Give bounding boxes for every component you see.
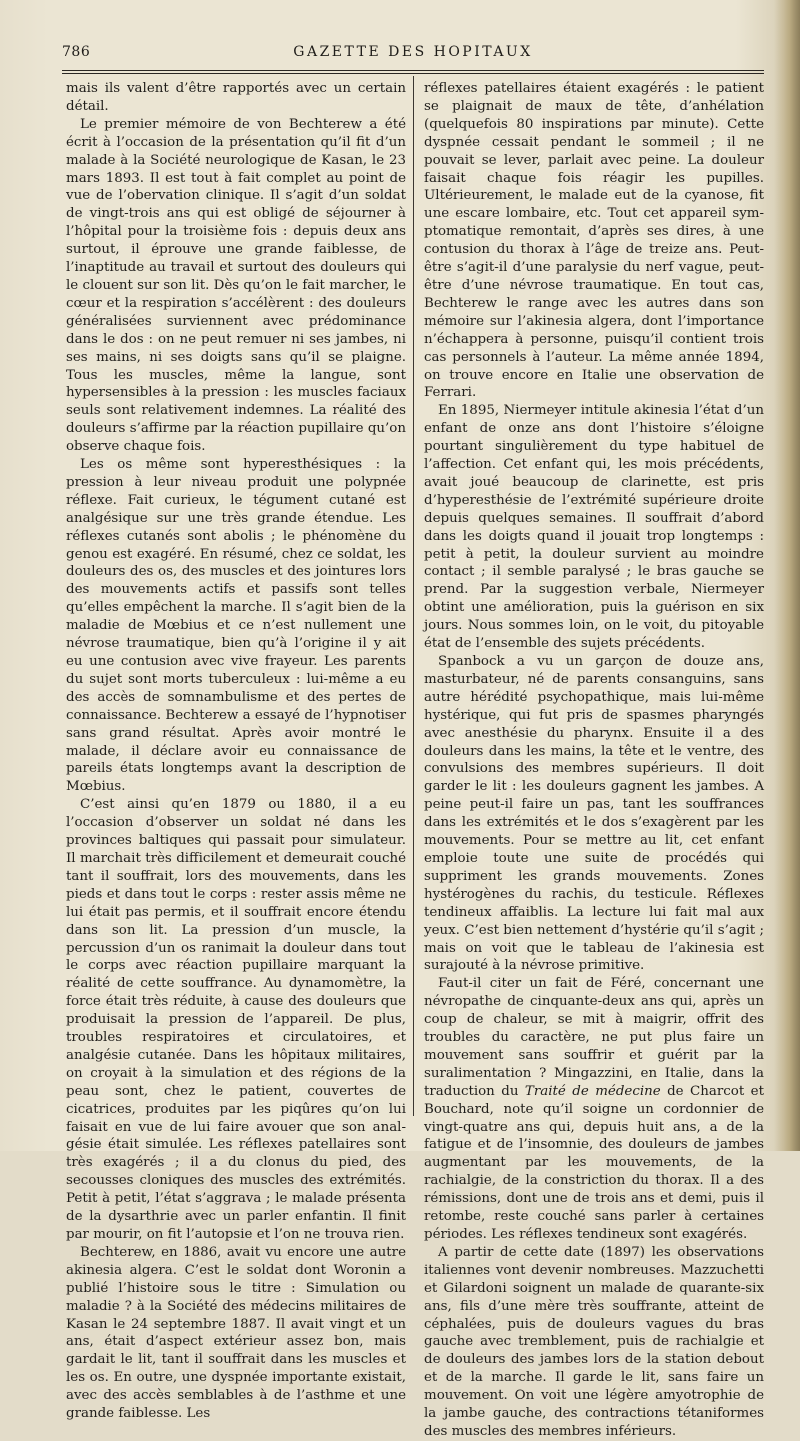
- paragraph: A partir de cette date (1897) les observations italiennes vont devenir nombreuses. Mazzuchetti et Gilardoni soignent un malade de quarante-six ans, fils d’une mère très souffrante, atteint de céphalées, puis de douleurs vagues du bras gauche avec tremblement, puis de rachialgie et de douleurs des jambes lors de la station debout et de la marche. Il garde le lit, sans faire un mouvement. On voit une légère amyotrophie de la jambe gauche, des contractions tétaniformes des muscles des membres inférieurs.: [424, 1244, 764, 1439]
- left-column: [66, 80, 406, 1423]
- paragraph-text: Faut-il citer un fait de Féré, concernant une névropathe de cinquante-deux ans qui, après un coup de chaleur, se mit à maigrir, offrit des troubles du caractère, ne put plus faire un mouvement sans souffrir et guérit par la suralimentation ? Mingazzini, en Italie, dans la traduction du: [424, 976, 764, 1099]
- paragraph: Spanbock a vu un garçon de douze ans, masturbateur, né de parents consanguins, sans autre hérédité psychopathique, mais lui-même hystérique, qui fut pris de spasmes pharyngés avec anesthésie du pharynx. Ensuite il a des douleurs dans les mains, la tête et le ventre, des convulsions des membres supérieurs. Il doit garder le lit : les douleurs gagnent les jambes. A peine peut-il faire un pas, tant les souffrances dans les extrémités et le dos s’exagèrent par les mouvements. Pour se mettre au lit, cet enfant emploie toute une suite de procédés qui suppriment les grands mouvements. Zones hystérogènes du rachis, du testicule. Réflexes tendineux affaiblis. La lecture lui fait mal aux yeux. C’est bien nettement d’hystérie qu’il s’agit ; mais on voit que le tableau de l’akinesia est surajouté à la névrose primitive.: [424, 654, 764, 974]
- running-header: [62, 40, 764, 62]
- page-edge-stain: [774, 0, 800, 1151]
- paragraph: réflexes patellaires étaient exagérés : le patient se plaignait de maux de tête, d’anhélation (quelquefois 80 inspirations par minute). Cette dyspnée cessait pendant le sommeil ; il ne pouvait se lever, parlait avec peine. La douleur faisait chaque fois réagir les pupilles. Ultérieurement, le malade eut de la cyanose, fit une escare lombaire, etc. Tout cet appareil symptomatique remontait, d’après ses dires, à une contusion du thorax à l’âge de treize ans. Peut-être s’agit-il d’une paralysie du nerf vague, peut-être d’une névrose traumatique. En tout cas, Bechterew le range avec les autres dans son mémoire sur l’akinesia algera, dont l’importance n’échappera à personne, puisqu’il contient trois cas personnels à l’auteur. La même année 1894, on trouve encore en Italie une observation de Ferrari.: [424, 81, 764, 401]
- running-title: GAZETTE DES HOPITAUX: [293, 44, 533, 60]
- column-divider: [413, 76, 414, 1116]
- paragraph: C’est ainsi qu’en 1879 ou 1880, il a eu l’occasion d’observer un soldat né dans les provinces baltiques qui passait pour simulateur. Il marchait très difficilement et demeurait couché tant il souffrait, lors des mouvements, dans les pieds et dans tout le corps : rester assis même ne lui était pas permis, et il souffrait encore étendu dans son lit. La pression d’un muscle, la percussion d’un os ranimait la douleur dans tout le corps avec réaction pupillaire marquant la réalité de cette souffrance. Au dynamomètre, la force était très réduite, à cause des douleurs que produisait la pression de l’appareil. De plus, troubles respiratoires et circulatoires, et analgésie cutanée. Dans les hôpitaux militaires, on croyait à la simulation et des régions de la peau sont, chez le patient, couvertes de cicatrices, produites par les piqûres qu’on lui faisait en vue de lui faire avouer que son analgésie était simulée. Les réflexes patellaires sont très exagérés ; il a du clonus du pied, des secousses cloniques des muscles des extrémités. Petit à petit, l’état s’aggrava ; le malade présenta de la dysarthrie avec un parler enfantin. Il finit par mourir, on fit l’autopsie et l’on ne trouva rien.: [66, 797, 406, 1242]
- paragraph: En 1895, Niermeyer intitule akinesia l’état d’un enfant de onze ans dont l’histoire s’éloigne pourtant singulièrement du type habituel de l’affection. Cet enfant qui, les mois précédents, avait joué beaucoup de clarinette, est pris d’hyperesthésie de l’extrémité supérieure droite depuis quelques semaines. Il souffrait d’abord dans les doigts quand il jouait trop longtemps : petit à petit, la douleur survient au moindre contact ; il semble paralysé ; le bras gauche se prend. Par la suggestion verbale, Niermeyer obtint une amélioration, puis la guérison en six jours. Nous sommes loin, on le voit, du pitoyable état de l’ensemble des sujets précédents.: [424, 403, 764, 652]
- paragraph: Bechterew, en 1886, avait vu encore une autre akinesia algera. C’est le soldat dont Woronin a publié l’histoire sous le titre : Simulation ou maladie ? à la Société des médecins militaires de Kasan le 24 septembre 1887. Il avait vingt et un ans, était d’aspect extérieur assez bon, mais gardait le lit, tant il souffrait dans les muscles et les os. En outre, une dyspnée importante existait, avec des accès semblables à de l’asthme et une grande faiblesse. Les: [66, 1244, 406, 1422]
- header-rule-double: [62, 73, 764, 74]
- paragraph: Le premier mémoire de von Bechterew a été écrit à l’occasion de la présentation qu’il fit d’un malade à la Société neurologique de Kasan, le 23 mars 1893. Il est tout à fait complet au point de vue de l’obervation clinique. Il s’agit d’un soldat de vingt-trois ans qui est obligé de séjourner à l’hôpital pour la troisième fois : depuis deux ans surtout, il éprouve une grande faiblesse, de l’inaptitude au travail et surtout des douleurs qui le clouent sur son lit. Dès qu’on le fait marcher, le cœur et la respiration s’accélèrent : des douleurs généralisées surviennent avec prédominance dans le dos : on ne peut remuer ni ses jambes, ni ses mains, ni ses doigts sans qu’il se plaigne. Tous les muscles, même la langue, sont hypersensibles à la pression : les muscles faciaux seuls sont relativement indemnes. La réalité des douleurs s’affirme par la réaction pupillaire qu’on observe chaque fois.: [66, 116, 406, 455]
- page-number: 786: [62, 44, 91, 60]
- paragraph: mais ils valent d’être rapportés avec un certain détail.: [66, 81, 406, 114]
- paragraph: Les os même sont hyperesthésiques : la pression à leur niveau produit une polypnée réflexe. Fait curieux, le tégument cutané est analgésique sur une très grande étendue. Les réflexes cutanés sont abolis ; le phénomène du genou est exagéré. En résumé, chez ce soldat, les douleurs des os, des muscles et des jointures lors des mouvements actifs et passifs sont telles qu’elles empêchent la marche. Il s’agit bien de la maladie de Mœbius et ce n’est nullement une névrose traumatique, bien qu’à l’origine il y ait eu une contusion avec vive frayeur. Les parents du sujet sont morts tuberculeux : lui-même a eu des accès de somnambulisme et des pertes de connaissance. Bechterew a essayé de l’hypnotiser sans grand résultat. Après avoir montré le malade, il déclare avoir eu connaissance de pareils états longtemps avant la description de Mœbius.: [66, 457, 406, 795]
- header-rule: [62, 70, 764, 71]
- paragraph-with-citation: [424, 975, 764, 1244]
- book-title: Traité de médecine: [524, 1083, 661, 1099]
- right-column: [424, 80, 764, 1441]
- paragraph-text: de Charcot et Bouchard, note qu’il soigne un cordonnier de vingt-quatre ans qui, depuis huit ans, a de la fatigue et de l’insomnie, des douleurs de jambes augmentant par les mouvements, de la rachialgie, de la constriction du thorax. Il a des rémissions, dont une de trois ans et demi, puis il retombe, reste couché sans parler à certaines périodes. Les réflexes tendineux sont exagérés.: [424, 1083, 764, 1242]
